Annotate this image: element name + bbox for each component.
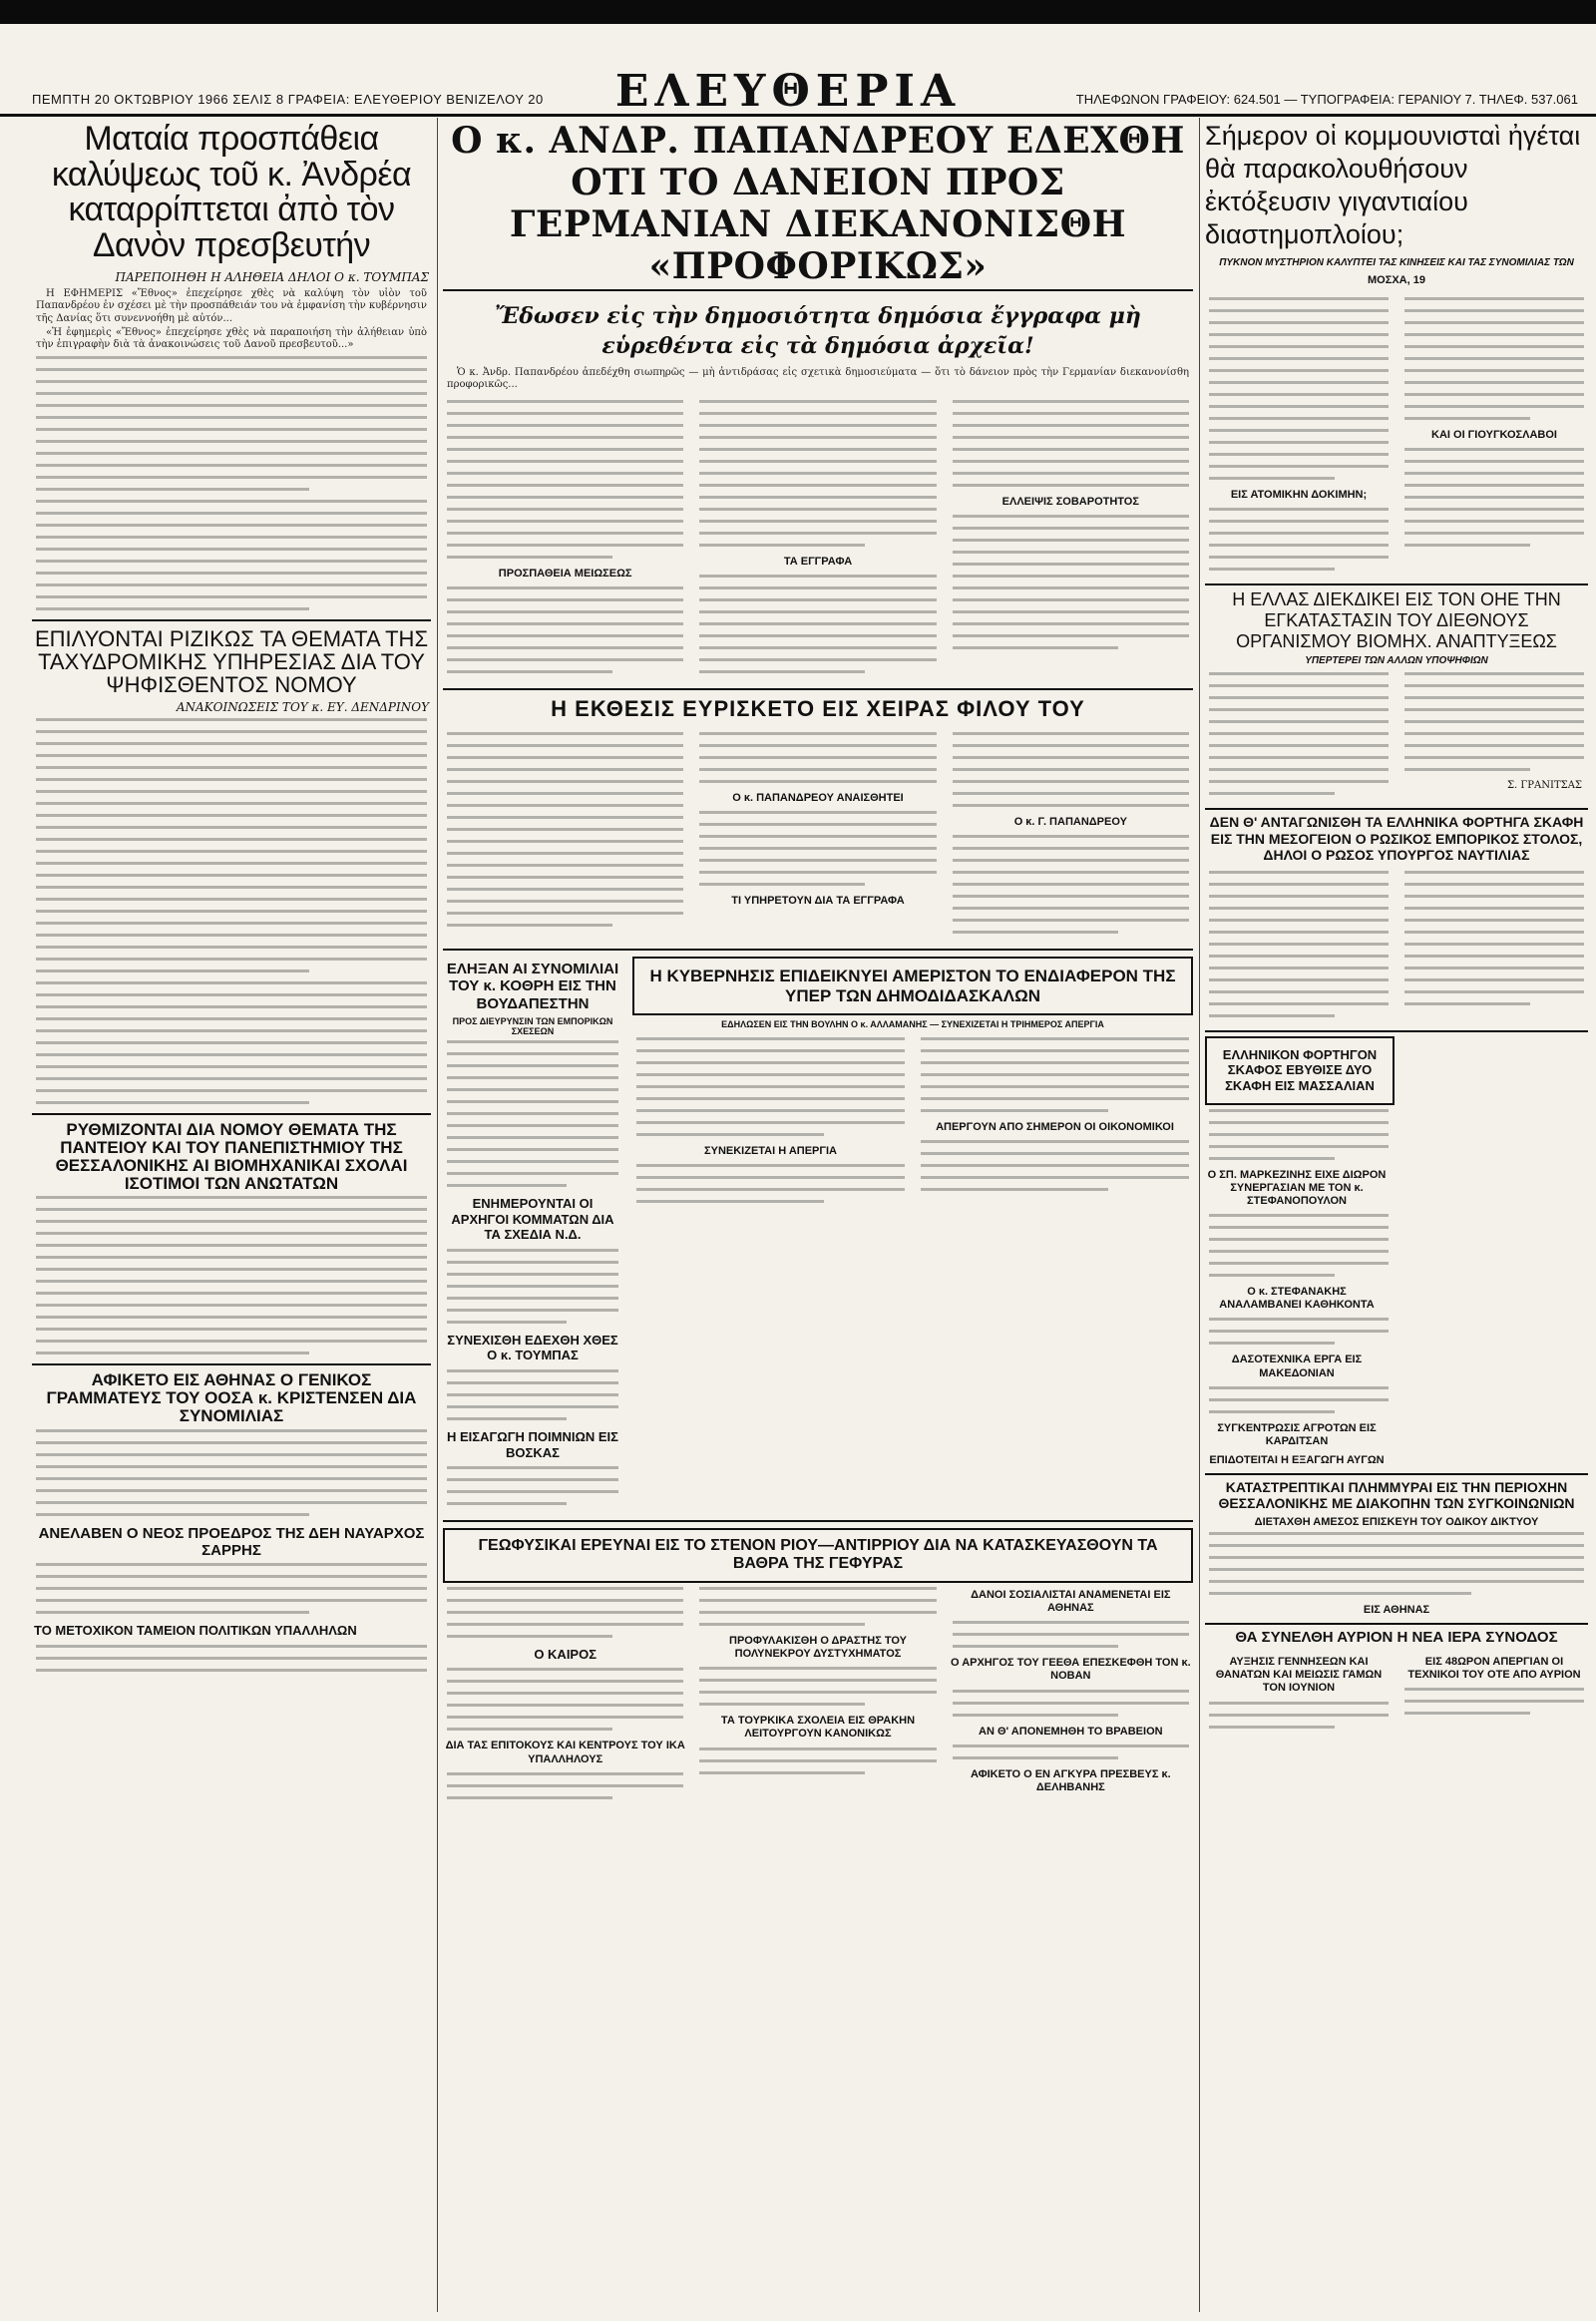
right-eggs-headline: ΕΠΙΔΟΤΕΙΤΑΙ Η ΕΞΑΓΩΓΗ ΑΥΓΩΝ [1209,1454,1385,1467]
right-atomic-test-headline: ΕΙΣ ΑΤΟΜΙΚΗΝ ΔΟΚΙΜΗΝ; [1230,489,1368,502]
center-sect-seriousness: ΕΛΛΕΙΨΙΣ ΣΟΒΑΡΟΤΗΤΟΣ [1001,495,1139,508]
right-divider-3 [1205,1030,1588,1032]
center-banner-friend: Η ΕΚΘΕΣΙΣ ΕΥΡΙΣΚΕΤΟ ΕΙΣ ΧΕΙΡΑΣ ΦΙΛΟΥ ΤΟΥ [551,696,1085,721]
right-floods-headline: ΚΑΤΑΣΤΡΕΠΤΙΚΑΙ ΠΛΗΜΜΥΡΑΙ ΕΙΣ ΤΗΝ ΠΕΡΙΟΧΗΝ ΘΕΣΣΑΛΟΝΙΚΗΣ ΜΕ ΔΙΑΚΟΠΗΝ ΤΩΝ ΣΥΓΚΟΙΝΩΝΙΩΝ [1218,1479,1575,1512]
right-ship-headline: ΕΛΛΗΝΙΚΟΝ ΦΟΡΤΗΓΟΝ ΣΚΑΦΟΣ ΕΒΥΘΙΣΕ ΔΥΟ ΣΚΑΦΗ ΕΙΣ ΜΑΣΣΑΛΙΑΝ [1222,1046,1378,1093]
right-mystery-subhead: ΠΥΚΝΟΝ ΜΥΣΤΗΡΙΟΝ ΚΑΛΥΠΤΕΙ ΤΑΣ ΚΙΝΗΣΕΙΣ ΚΑΙ ΤΑΣ ΣΥΝΟΜΙΛΙΑΣ ΤΩΝ [1219,257,1574,268]
center-flocks-headline: Η ΕΙΣΑΓΩΓΗ ΠΟΙΜΝΙΩΝ ΕΙΣ ΒΟΣΚΑΣ [447,1428,618,1460]
center-lower-col-right [632,957,1193,1514]
left-lead-text [36,288,427,352]
center-sect-gpapandreou: ΤΙ ΥΠΗΡΕΤΟΥΝ ΔΙΑ ΤΑ ΕΓΓΡΑΦΑ [731,895,905,908]
center-top-col-2 [695,396,940,682]
center-sect-reduction: ΠΡΟΣΠΑΘΕΙΑ ΜΕΙΩΣΕΩΣ [498,567,632,580]
left-main-subhead: ΠΑΡΕΠΟΙΗΘΗ Η ΑΛΗΘΕΙΑ ΔΗΛΟΙ Ο κ. ΤΟΥΜΠΑΣ [115,269,429,284]
center-main-headline-box [443,118,1193,291]
right-main-headline: Σήμερον οἱ κομμουνισταὶ ἠγέται θὰ παρακολουθήσουν ἐκτόξευσιν γιγαντιαίου διαστημοπλοίου; [1205,121,1581,249]
right-russian-fleet-headline: ΔΕΝ Θ' ΑΝΤΑΓΩΝΙΣΘΗ ΤΑ ΕΛΛΗΝΙΚΑ ΦΟΡΤΗΓΑ ΣΚΑΦΗ ΕΙΣ ΤΗΝ ΜΕΣΟΓΕΙΟΝ Ο ΡΩΣΙΚΟΣ ΕΜΠΟΡΙΚΟΣ ΣΤΟΛΟΣ, ΔΗΛΟΙ Ο ΡΩΣΟΣ ΥΠΟΥΡΓΟΣ ΝΑΥΤΙΛΙΑΣ [1209,814,1584,863]
center-sect-papandreou-g: Ο κ. Γ. ΠΑΠΑΝΔΡΕΟΥ [1013,816,1127,828]
right-divider-2 [1205,808,1588,810]
left-oecd-headline: ΑΦΙΚΕΤΟ ΕΙΣ ΑΘΗΝΑΣ Ο ΓΕΝΙΚΟΣ ΓΡΑΜΜΑΤΕΥΣ ΤΟΥ ΟΟΣΑ κ. ΚΡΙΣΤΕΝΣΕΝ ΔΙΑ ΣΥΝΟΜΙΛΙΑΣ [46,1370,417,1426]
right-floods-subhead: ΔΙΕΤΑΧΘΗ ΑΜΕΣΟΣ ΕΠΙΣΚΕΥΗ ΤΟΥ ΟΔΙΚΟΥ ΔΙΚΤΥΟΥ [1254,1515,1539,1528]
center-divider-3 [443,1520,1193,1522]
center-bottom-columns [443,1583,1193,1808]
right-stefanakis-headline: Ο κ. ΣΤΕΦΑΝΑΚΗΣ ΑΝΑΛΑΜΒΑΝΕΙ ΚΑΘΗΚΟΝΤΑ [1219,1286,1375,1312]
right-forestry-headline: ΔΑΣΟΤΕΧΝΙΚΑ ΕΡΓΑ ΕΙΣ ΜΑΚΕΔΟΝΙΑΝ [1231,1354,1363,1379]
center-deck: Ἔδωσεν εἰς τὴν δημοσιότητα δημόσια ἔγγραφα μὴ εὑρεθέντα εἰς τὰ δημόσια ἀρχεῖα! [495,303,1141,359]
right-divider-5 [1205,1623,1588,1625]
center-bridge-headline: ΓΕΩΦΥΣΙΚΑΙ ΕΡΕΥΝΑΙ ΕΙΣ ΤΟ ΣΤΕΝΟΝ ΡΙΟΥ—ΑΝΤΙΡΡΙΟΥ ΔΙΑ ΝΑ ΚΑΤΑΣΚΕΥΑΣΘΟΥΝ ΤΑ ΒΑΘΡΑ ΤΗΣ ΓΕΦΥΡΑΣ [478,1537,1158,1573]
center-award-headline: ΑΝ Θ' ΑΠΟΝΕΜΗΘΗ ΤΟ ΒΡΑΒΕΙΟΝ [979,1725,1163,1738]
center-danes-headline: ΔΑΝΟΙ ΣΟΣΙΑΛΙΣΤΑΙ ΑΝΑΜΕΝΕΤΑΙ ΕΙΣ ΑΘΗΝΑΣ [971,1588,1171,1615]
center-lead-paragraph: Ὁ κ. Ἀνδρ. Παπανδρέου ἀπεδέχθη σιωπηρῶς — μὴ ἀντιδράσας εἰς σχετικὰ δημοσιεύματα — ὅτι τὸ δάνειον πρὸς τὴν Γερμανίαν διεκανονίσθη προφορικῶς... [447,367,1189,391]
center-turkish-schools-headline: ΤΑ ΤΟΥΡΚΙΚΑ ΣΧΟΛΕΙΑ ΕΙΣ ΘΡΑΚΗΝ ΛΕΙΤΟΥΡΓΟΥΝ ΚΑΝΟΝΙΚΩΣ [720,1715,916,1741]
center-ika-headline: ΔΙΑ ΤΑΣ ΕΠΙΤΟΚΟΥΣ ΚΑΙ ΚΕΝΤΡΟΥΣ ΤΟΥ ΙΚΑ ΥΠΑΛΛΗΛΟΥΣ [445,1740,685,1765]
left-divider-1 [32,619,431,621]
right-moscow-dateline: ΜΟΣΧΑ, 19 [1368,274,1425,286]
left-postal-text-block [36,718,427,1104]
center-weather-headline: Ο ΚΑΙΡΟΣ [534,1646,598,1662]
left-postal-headline: ΕΠΙΛΥΟΝΤΑΙ ΡΙΖΙΚΩΣ ΤΑ ΘΕΜΑΤΑ ΤΗΣ ΤΑΧΥΔΡΟΜΙΚΗΣ ΥΠΗΡΕΣΙΑΣ ΔΙΑ ΤΟΥ ΨΗΦΙΣΘΕΝΤΟΣ ΝΟΜΟΥ [34,625,429,697]
center-bridge-box [443,1528,1193,1583]
right-athens-headline: ΕΙΣ ΑΘΗΝΑΣ [1363,1603,1430,1616]
left-dei-headline: ΑΝΕΛΑΒΕΝ Ο ΝΕΟΣ ΠΡΟΕΔΡΟΣ ΤΗΣ ΔΕΗ ΝΑΥΑΡΧΟΣ ΣΑΡΡΗΣ [38,1524,425,1560]
center-teachers-box [632,957,1193,1015]
left-article-text-block [36,356,427,610]
vertical-rule-1 [437,118,438,2312]
center-lead-text [447,367,1189,392]
center-top-col-1 [443,396,687,682]
center-main-headline: Ο κ. ΑΝΔΡ. ΠΑΠΑΝΔΡΕΟΥ ΕΔΕΧΘΗ ΟΤΙ ΤΟ ΔΑΝΕΙΟΝ ΠΡΟΣ ΓΕΡΜΑΝΙΑΝ ΔΙΕΚΑΝΟΝΙΣΘΗ «ΠΡΟΦΟΡΙΚΩΣ» [451,120,1185,287]
center-mid-columns [443,728,1193,943]
left-oecd-text-block [36,1429,427,1516]
center-lower-area [443,957,1193,1514]
center-geetha-headline: Ο ΑΡΧΗΓΟΣ ΤΟΥ ΓΕΕΘΑ ΕΠΕΣΚΕΦΘΗ ΤΟΝ κ. ΝΟΒΑΝ [950,1657,1191,1683]
masthead-contacts: ΤΗΛΕΦΩΝΟΝ ΓΡΑΦΕΙΟΥ: 624.501 — ΤΥΠΟΓΡΑΦΕΙΑ: ΓΕΡΑΝΙΟΥ 7. ΤΗΛΕΦ. 537.061 [1075,92,1578,107]
center-divider-2 [443,949,1193,951]
right-divider-1 [1205,583,1588,585]
center-column [443,118,1193,2312]
center-toumpas-headline: ΣΥΝΕΧΙΣΘΗ ΕΔΕΧΘΗ ΧΘΕΣ Ο κ. ΤΟΥΜΠΑΣ [447,1332,618,1363]
center-accident-headline: ΠΡΟΦΥΛΑΚΙΣΘΗ Ο ΔΡΑΣΤΗΣ ΤΟΥ ΠΟΛΥΝΕΚΡΟΥ ΔΥΣΤΥΧΗΜΑΤΟΣ [729,1634,907,1661]
center-lower-col-left [443,957,622,1514]
left-fund-headline: ΤΟ ΜΕΤΟΧΙΚΟΝ ΤΑΜΕΙΟΝ ΠΟΛΙΤΙΚΩΝ ΥΠΑΛΛΗΛΩΝ [34,1623,357,1639]
center-top-col-3 [949,396,1193,682]
center-mid-col-3 [949,728,1193,943]
right-yugoslavs-headline: ΚΑΙ ΟΙ ΓΙΟΥΓΚΟΣΛΑΒΟΙ [1431,429,1557,442]
right-ship-box [1205,1036,1395,1105]
left-panteios-headline: ΡΥΘΜΙΖΟΝΤΑΙ ΔΙΑ ΝΟΜΟΥ ΘΕΜΑΤΑ ΤΗΣ ΠΑΝΤΕΙΟΥ ΚΑΙ ΤΟΥ ΠΑΝΕΠΙΣΤΗΜΙΟΥ ΤΗΣ ΘΕΣΣΑΛΟΝΙΚΗΣ ΑΙ ΒΙΟΜΗΧΑΝΙΚΑΙ ΣΧΟΛΑΙ ΙΣΟΤΙΜΟΙ ΤΩΝ ΑΝΩΤΑΤΩΝ [55,1120,408,1193]
center-strike-headline: ΣΥΝΕΚΙΖΕΤΑΙ Η ΑΠΕΡΓΙΑ [704,1145,837,1158]
left-panteios-text-block [36,1196,427,1354]
left-fund-text-block [36,1645,427,1672]
newspaper-title: ΕΛΕΥΘΕΡΙΑ [614,66,962,117]
center-budapest-subhead: ΠΡΟΣ ΔΙΕΥΡΥΝΣΙΝ ΤΩΝ ΕΜΠΟΡΙΚΩΝ ΣΧΕΣΕΩΝ [452,1015,613,1036]
center-sect-unconscious: Ο κ. ΠΑΠΑΝΔΡΕΟΥ ΑΝΑΙΣΘΗΤΕΙ [732,792,904,804]
center-divider-1 [443,688,1193,690]
center-budapest-headline: ΕΛΗΞΑΝ ΑΙ ΣΥΝΟΜΙΛΙΑΙ ΤΟΥ κ. ΚΟΘΡΗ ΕΙΣ ΤΗΝ ΒΟΥΔΑΠΕΣΤΗΝ [446,961,619,1012]
center-mid-col-1 [443,728,687,943]
center-ambassador-headline: ΑΦΙΚΕΤΟ Ο ΕΝ ΑΓΚΥΡΑ ΠΡΕΣΒΕΥΣ κ. ΔΕΛΗΒΑΝΗΣ [970,1767,1171,1793]
left-second-paragraph: «Ἡ ἐφημερὶς «Ἔθνος» ἐπεχείρησε χθὲς νὰ παραποιήση τὴν ἀλήθειαν ὑπὸ τὴν ἐπιγραφὴν διὰ τὰ ἀνακοινώσεις τοῦ Δανοῦ πρεσβευτοῦ...» [36,326,427,351]
center-teachers-headline: Η ΚΥΒΕΡΝΗΣΙΣ ΕΠΙΔΕΙΚΝΥΕΙ ΑΜΕΡΙΣΤΟΝ ΤΟ ΕΝΔΙΑΦΕΡΟΝ ΤΗΣ ΥΠΕΡ ΤΩΝ ΔΗΜΟΔΙΔΑΣΚΑΛΩΝ [649,967,1176,1005]
masthead [0,66,1596,117]
right-signature: Σ. ΓΡΑΝΙΤΣΑΣ [1506,780,1582,792]
center-party-leaders-headline: ΕΝΗΜΕΡΟΥΝΤΑΙ ΟΙ ΑΡΧΗΓΟΙ ΚΟΜΜΑΤΩΝ ΔΙΑ ΤΑ ΣΧΕΔΙΑ Ν.Δ. [451,1195,614,1243]
right-un-headline: Η ΕΛΛΑΣ ΔΙΕΚΔΙΚΕΙ ΕΙΣ ΤΟΝ ΟΗΕ ΤΗΝ ΕΓΚΑΤΑΣΤΑΣΙΝ ΤΟΥ ΔΙΕΘΝΟΥΣ ΟΡΓΑΝΙΣΜΟΥ ΒΙΟΜΗΧ. ΑΝΑΠΤΥΞΕΩΣ [1232,589,1561,651]
masthead-dateline: ΠΕΜΠΤΗ 20 ΟΚΤΩΒΡΙΟΥ 1966 ΣΕΛΙΣ 8 ΓΡΑΦΕΙΑ: ΕΛΕΥΘΕΡΙΟΥ ΒΕΝΙΖΕΛΟΥ 20 [32,92,544,107]
center-economic-strike-headline: ΑΠΕΡΓΟΥΝ ΑΠΟ ΣΗΜΕΡΟΝ ΟΙ ΟΙΚΟΝΟΜΙΚΟΙ [936,1121,1174,1134]
center-top-columns [443,396,1193,682]
center-sect-documents: ΤΑ ΕΓΓΡΑΦΑ [783,555,853,568]
center-mid-col-2 [695,728,940,943]
left-main-headline: Mαταία προσπάθεια καλύψεως τοῦ κ. Ἀνδρέα καταρρίπτεται ἀπὸ τὸν Δανὸν πρεσβευτήν [51,120,412,265]
right-markezinis-headline: Ο ΣΠ. ΜΑΡΚΕΖΙΝΗΣ ΕΙΧΕ ΔΙΩΡΟΝ ΣΥΝΕΡΓΑΣΙΑΝ ΜΕ ΤΟΝ κ. ΣΤΕΦΑΝΟΠΟΥΛΟΝ [1207,1168,1387,1207]
left-divider-2 [32,1113,431,1115]
vertical-rule-2 [1199,118,1200,2312]
left-lead-paragraph: Η ΕΦΗΜΕΡΙΣ «Ἔθνος» ἐπεχείρησε χθὲς νὰ καλύψη τὸν υἱὸν τοῦ Παπανδρέου ἐν σχέσει μὲ τὴν προσπάθειάν του νὰ ἐμφανίση τὴν κυβέρνησιν τῆς Δανίας ὅτι συνεννοήθη μὲ αὐτόν... [36,287,427,324]
right-births-headline: ΑΥΞΗΣΙΣ ΓΕΝΝΗΣΕΩΝ ΚΑΙ ΘΑΝΑΤΩΝ ΚΑΙ ΜΕΙΩΣΙΣ ΓΑΜΩΝ ΤΟΝ ΙΟΥΝΙΟΝ [1215,1656,1383,1695]
right-column [1205,118,1588,2312]
left-postal-subhead: ΑΝΑΚΟΙΝΩΣΕΙΣ ΤΟΥ κ. ΕΥ. ΔΕΝΔΡΙΝΟΥ [176,700,429,715]
right-synod-headline: ΘΑ ΣΥΝΕΛΘΗ ΑΥΡΙΟΝ Η ΝΕΑ ΙΕΡΑ ΣΥΝΟΔΟΣ [1235,1628,1558,1646]
right-karditsa-headline: ΣΥΓΚΕΝΤΡΩΣΙΣ ΑΓΡΟΤΩΝ ΕΙΣ ΚΑΡΔΙΤΣΑΝ [1217,1421,1377,1447]
left-dei-text-block [36,1563,427,1614]
left-column [32,118,431,2312]
top-black-band [0,0,1596,24]
right-divider-4 [1205,1473,1588,1475]
right-ote-headline: ΕΙΣ 48ΩΡΟΝ ΑΠΕΡΓΙΑΝ ΟΙ ΤΕΧΝΙΚΟΙ ΤΟΥ ΟΤΕ ΑΠΟ ΑΥΡΙΟΝ [1407,1656,1581,1682]
center-teachers-subhead: ΕΔΗΛΩΣΕΝ ΕΙΣ ΤΗΝ ΒΟΥΛΗΝ Ο κ. ΑΛΛΑΜΑΝΗΣ — ΣΥΝΕΧΙΖΕΤΑΙ Η ΤΡΙΗΜΕΡΟΣ ΑΠΕΡΓΙΑ [721,1019,1104,1030]
right-un-subhead: ΥΠΕΡΤΕΡΕΙ ΤΩΝ ΑΛΛΩΝ ΥΠΟΨΗΦΙΩΝ [1305,655,1488,667]
left-divider-3 [32,1363,431,1365]
